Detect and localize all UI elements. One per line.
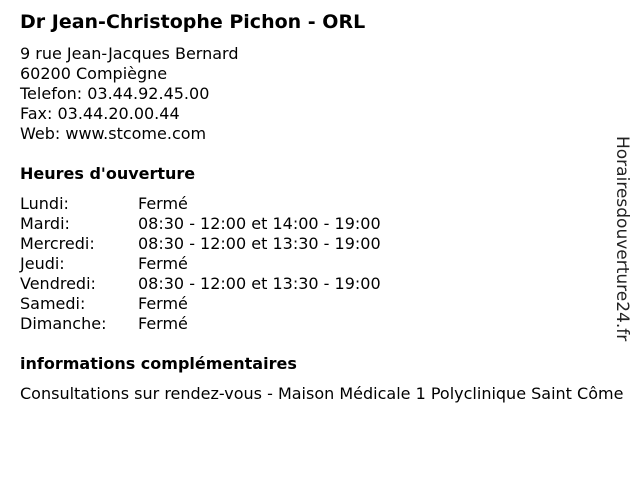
hours-table	[20, 194, 381, 334]
info-heading: informations complémentaires	[20, 354, 297, 373]
business-title: Dr Jean-Christophe Pichon - ORL	[20, 11, 366, 33]
opening-times: Fermé	[138, 294, 188, 313]
city: 60200 Compiègne	[20, 64, 168, 83]
opening-times: Fermé	[138, 314, 188, 333]
hours-row-thursday	[20, 254, 381, 274]
opening-times: 08:30 - 12:00 et 13:30 - 19:00	[138, 234, 381, 253]
opening-times: Fermé	[138, 194, 188, 213]
hours-row-wednesday	[20, 234, 381, 254]
hours-row-tuesday	[20, 214, 381, 234]
opening-times: 08:30 - 12:00 et 14:00 - 19:00	[138, 214, 381, 233]
day-label: Dimanche:	[20, 314, 107, 333]
day-label: Mardi:	[20, 214, 70, 233]
day-label: Lundi:	[20, 194, 69, 213]
hours-row-sunday	[20, 314, 381, 334]
day-label: Samedi:	[20, 294, 86, 313]
day-label: Mercredi:	[20, 234, 95, 253]
fax-number: Fax: 03.44.20.00.44	[20, 104, 180, 123]
street-address: 9 rue Jean-Jacques Bernard	[20, 44, 239, 63]
opening-times: 08:30 - 12:00 et 13:30 - 19:00	[138, 274, 381, 293]
watermark-label: Horairesdouverture24.fr	[612, 136, 632, 342]
phone-number: Telefon: 03.44.92.45.00	[20, 84, 210, 103]
hours-row-friday	[20, 274, 381, 294]
hours-heading: Heures d'ouverture	[20, 164, 196, 183]
day-label: Vendredi:	[20, 274, 96, 293]
website: Web: www.stcome.com	[20, 124, 207, 143]
info-text: Consultations sur rendez-vous - Maison Médicale 1 Polyclinique Saint Côme	[20, 384, 624, 403]
day-label: Jeudi:	[20, 254, 65, 273]
address-block	[20, 44, 238, 144]
hours-row-monday	[20, 194, 381, 214]
hours-row-saturday	[20, 294, 381, 314]
opening-times: Fermé	[138, 254, 188, 273]
